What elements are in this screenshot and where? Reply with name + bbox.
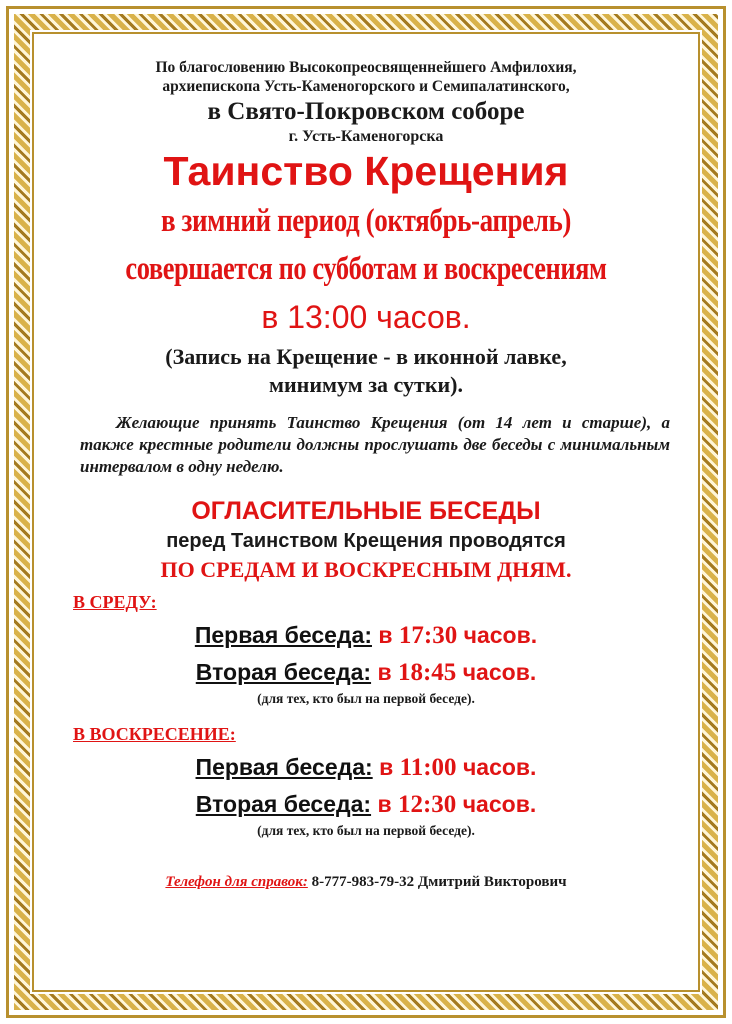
talk-time <box>377 791 536 817</box>
talk-label: Вторая беседа: <box>195 659 372 685</box>
talk-label: Первая беседа: <box>195 753 373 780</box>
baptism-days: совершается по субботам и воскресениям <box>125 251 607 287</box>
talks-subheading: перед Таинством Крещения проводятся <box>166 530 566 552</box>
sunday-note: (для тех, кто был на первой беседе). <box>257 822 475 838</box>
winter-period: в зимний период (октябрь-апрель) <box>160 203 572 239</box>
talk-time <box>378 622 537 648</box>
talk-label: Первая беседа: <box>194 622 372 648</box>
talk-time-value: 12:30 <box>397 790 457 818</box>
blessing-line-2: архиепископа Усть-Каменогорского и Семипалатинского, <box>162 78 570 95</box>
contact-label: Телефон для справок: <box>165 873 308 890</box>
talk-time <box>377 659 536 685</box>
wednesday-note: (для тех, кто был на первой беседе). <box>257 691 475 706</box>
blessing-line-1: По благословению Высокопреосвященнейшего Амфилохия, <box>155 59 577 76</box>
talk-time-unit: часов. <box>462 659 537 685</box>
talk-preposition: в <box>379 753 394 780</box>
city-name: г. Усть-Каменогорска <box>288 128 444 145</box>
contact-line <box>40 872 692 892</box>
talk-preposition: в <box>378 622 393 648</box>
talk-time <box>379 754 536 780</box>
talk-time-value: 17:30 <box>398 622 458 649</box>
talk-preposition: в <box>377 790 392 817</box>
talks-heading: ОГЛАСИТЕЛЬНЫЕ БЕСЕДЫ <box>191 497 541 525</box>
requirements-paragraph: Желающие принять Таинство Крещения (от 14 лет и старше), а также крестные родители должны прослушать две беседы с минимальным интервалом в одну неделю. <box>80 413 670 476</box>
baptism-time: в 13:00 часов. <box>261 299 471 335</box>
contact-value: 8-777-983-79-32 Дмитрий Викторович <box>311 873 567 890</box>
wednesday-second-talk <box>40 657 692 688</box>
talks-schedule: ПО СРЕДАМ И ВОСКРЕСНЫМ ДНЯМ. <box>160 557 572 582</box>
talk-time-unit: часов. <box>463 622 538 648</box>
sunday-second-talk <box>40 789 692 820</box>
wednesday-first-talk <box>40 620 692 651</box>
talk-label: Вторая беседа: <box>195 790 372 817</box>
talk-time-value: 11:00 <box>399 753 457 781</box>
cathedral-name: в Свято-Покровском соборе <box>207 98 525 125</box>
talk-preposition: в <box>377 659 392 685</box>
sunday-first-talk <box>40 752 692 783</box>
talk-time-value: 18:45 <box>397 659 457 686</box>
talk-time-unit: часов. <box>462 790 537 817</box>
wednesday-label: В СРЕДУ: <box>73 592 157 612</box>
sunday-label: В ВОСКРЕСЕНИЕ: <box>73 723 236 744</box>
registration-line-2: минимум за сутки). <box>269 372 463 397</box>
talk-time-unit: часов. <box>462 753 537 780</box>
document-content <box>40 58 692 907</box>
page-title: Таинство Крещения <box>163 148 569 194</box>
registration-line-1: (Запись на Крещение - в иконной лавке, <box>165 344 567 369</box>
